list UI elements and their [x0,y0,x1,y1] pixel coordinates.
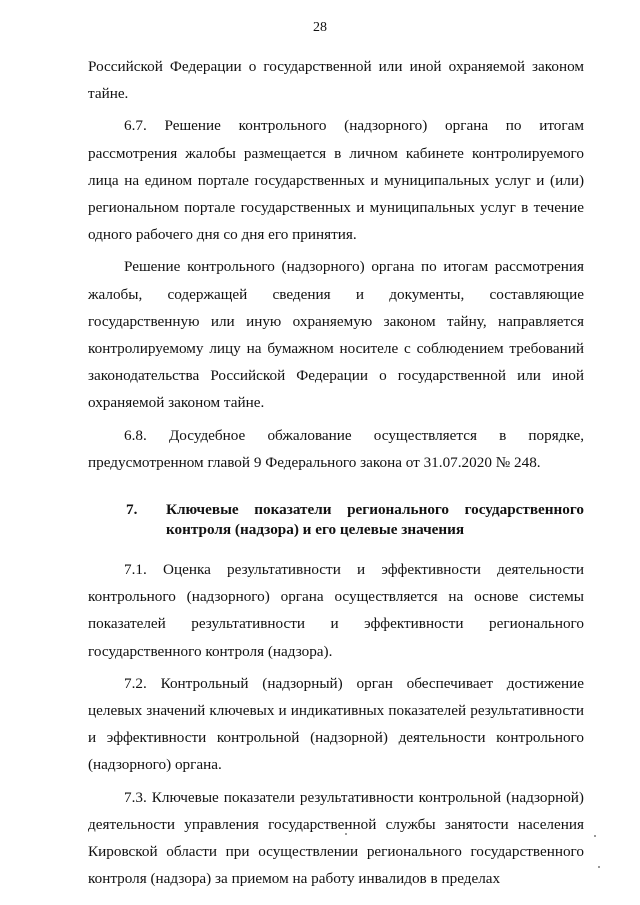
paragraph-7-1: 7.1. Оценка результативности и эффективности деятельности контрольного (надзорного) органа осуществляется на основе системы показателей результативности и эффективности регионального государственного контроля (надзора). [88,561,584,660]
paragraph-6-7: 6.7. Решение контрольного (надзорного) органа по итогам рассмотрения жалобы размещается в личном кабинете контролируемого лица на едином портале государственных и муниципальных услуг и (или) региональном портале государственных и муниципальных услуг в течение одного рабочего дня со дня его принятия. [88,117,584,244]
section-heading-7 [88,500,584,540]
paragraph-6-7-secret: Решение контрольного (надзорного) органа по итогам рассмотрения жалобы, содержащей сведения и документы, составляющие государственную или иную охраняемую законом тайну, направляется контролируемому лицу на бумажном носителе с соблюдением требований законодательства Российской Федерации о государственной или иной охраняемой законом тайне. [88,258,584,412]
section-number: 7. [126,501,138,519]
section-title: Ключевые показатели регионального государственного контроля (надзора) и его целевые значения [166,501,584,539]
paragraph-continuation: Российской Федерации о государственной или иной охраняемой законом тайне. [88,58,584,103]
scan-artifact [598,866,600,868]
page-number: 28 [313,20,327,35]
scan-artifact [345,833,347,835]
paragraph-7-3: 7.3. Ключевые показатели результативности контрольной (надзорной) деятельности управления государственной службы занятости населения Кировской области при осуществлении регионального государственного контроля (надзора) за приемом на работу инвалидов в пределах [88,788,584,888]
document-body [88,53,584,892]
paragraph-7-2: 7.2. Контрольный (надзорный) орган обеспечивает достижение целевых значений ключевых и индикативных показателей результативности и эффективности контрольной (надзорной) деятельности контрольного (надзорного) органа. [88,674,584,774]
scan-artifact [594,835,596,837]
paragraph-6-8: 6.8. Досудебное обжалование осуществляется в порядке, предусмотренном главой 9 Федерального закона от 31.07.2020 № 248. [88,426,584,471]
